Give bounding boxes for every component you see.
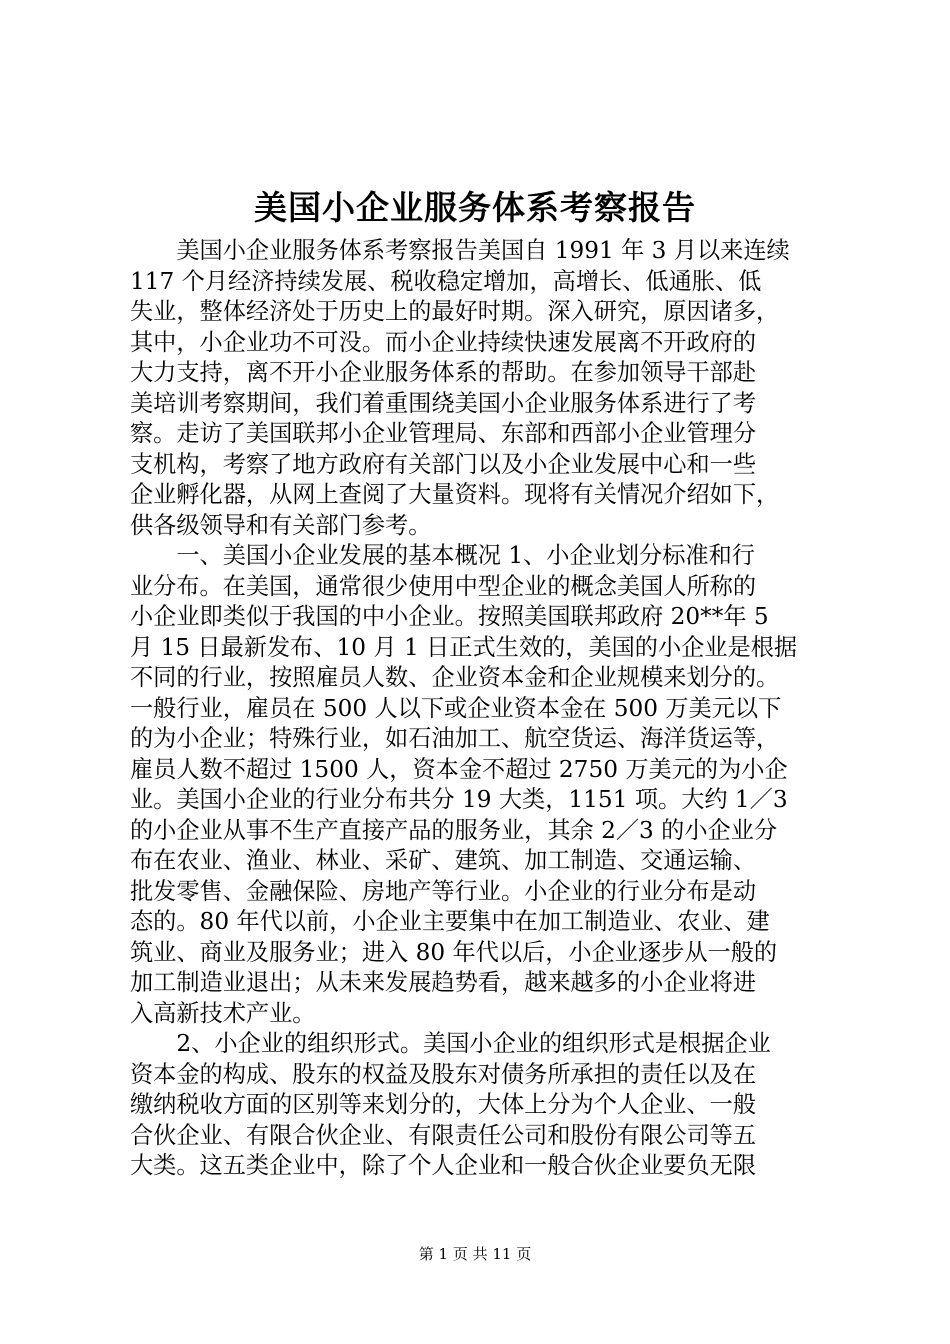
body-text-line: 的小企业从事不生产直接产品的服务业，其余 2／3 的小企业分 bbox=[130, 816, 778, 844]
body-text-line: 117 个月经济持续发展、税收稳定增加，高增长、低通胀、低 bbox=[130, 267, 762, 295]
document-body bbox=[130, 236, 830, 1182]
body-text-line: 一、美国小企业发展的基本概况 1、小企业划分标准和行 bbox=[130, 542, 755, 569]
body-text-line: 批发零售、金融保险、房地产等行业。小企业的行业分布是动 bbox=[130, 877, 757, 905]
body-text-line: 月 15 日最新发布、10 月 1 日正式生效的，美国的小企业是根据 bbox=[130, 633, 798, 661]
document-title: 美国小企业服务体系考察报告 bbox=[254, 188, 696, 227]
body-text-line: 态的。80 年代以前，小企业主要集中在加工制造业、农业、建 bbox=[130, 908, 770, 935]
body-text-line: 大力支持，离不开小企业服务体系的帮助。在参加领导干部赴 bbox=[130, 359, 757, 386]
body-text-line: 布在农业、渔业、林业、采矿、建筑、加工制造、交通运输、 bbox=[130, 847, 757, 874]
body-text-line: 加工制造业退出；从未来发展趋势看，越来越多的小企业将进 bbox=[130, 969, 757, 996]
body-text-line: 缴纳税收方面的区别等来划分的，大体上分为个人企业、一般 bbox=[130, 1091, 757, 1118]
body-text-line: 支机构，考察了地方政府有关部门以及小企业发展中心和一些 bbox=[130, 450, 757, 478]
body-text-line: 的为小企业；特殊行业，如石油加工、航空货运、海洋货运等， bbox=[130, 725, 780, 752]
body-text-line: 业分布。在美国，通常很少使用中型企业的概念美国人所称的 bbox=[130, 572, 757, 600]
body-text-line: 筑业、商业及服务业；进入 80 年代以后，小企业逐步从一般的 bbox=[130, 938, 778, 966]
body-text-line: 其中，小企业功不可没。而小企业持续快速发展离不开政府的 bbox=[130, 328, 757, 356]
body-text-line: 业。美国小企业的行业分布共分 19 大类，1151 项。大约 1／3 bbox=[130, 786, 788, 813]
body-text-line: 美培训考察期间，我们着重围绕美国小企业服务体系进行了考 bbox=[130, 389, 757, 417]
body-text-line: 企业孵化器，从网上查阅了大量资料。现将有关情况介绍如下， bbox=[130, 481, 780, 508]
body-text-line: 大类。这五类企业中，除了个人企业和一般合伙企业要负无限 bbox=[130, 1152, 757, 1179]
body-text-line: 察。走访了美国联邦小企业管理局、东部和西部小企业管理分 bbox=[130, 420, 757, 447]
body-text-line: 雇员人数不超过 1500 人，资本金不超过 2750 万美元的为小企 bbox=[130, 755, 788, 783]
body-text-line: 失业，整体经济处于历史上的最好时期。深入研究，原因诸多， bbox=[130, 298, 780, 325]
body-text-line: 不同的行业，按照雇员人数、企业资本金和企业规模来划分的。 bbox=[130, 664, 780, 691]
body-text-line: 合伙企业、有限合伙企业、有限责任公司和股份有限公司等五 bbox=[130, 1121, 757, 1149]
body-text-line: 2、小企业的组织形式。美国小企业的组织形式是根据企业 bbox=[130, 1030, 771, 1057]
body-text-line: 资本金的构成、股东的权益及股东对债务所承担的责任以及在 bbox=[130, 1060, 757, 1088]
page-footer: 第 1 页 共 11 页 bbox=[418, 1245, 532, 1263]
body-text-line: 一般行业，雇员在 500 人以下或企业资本金在 500 万美元以下 bbox=[130, 694, 782, 722]
body-text-line: 小企业即类似于我国的中小企业。按照美国联邦政府 20**年 5 bbox=[130, 603, 769, 630]
body-text-line: 入高新技术产业。 bbox=[130, 999, 316, 1027]
body-text-line: 美国小企业服务体系考察报告美国自 1991 年 3 月以来连续 bbox=[130, 237, 790, 264]
body-text-line: 供各级领导和有关部门参考。 bbox=[130, 511, 432, 539]
